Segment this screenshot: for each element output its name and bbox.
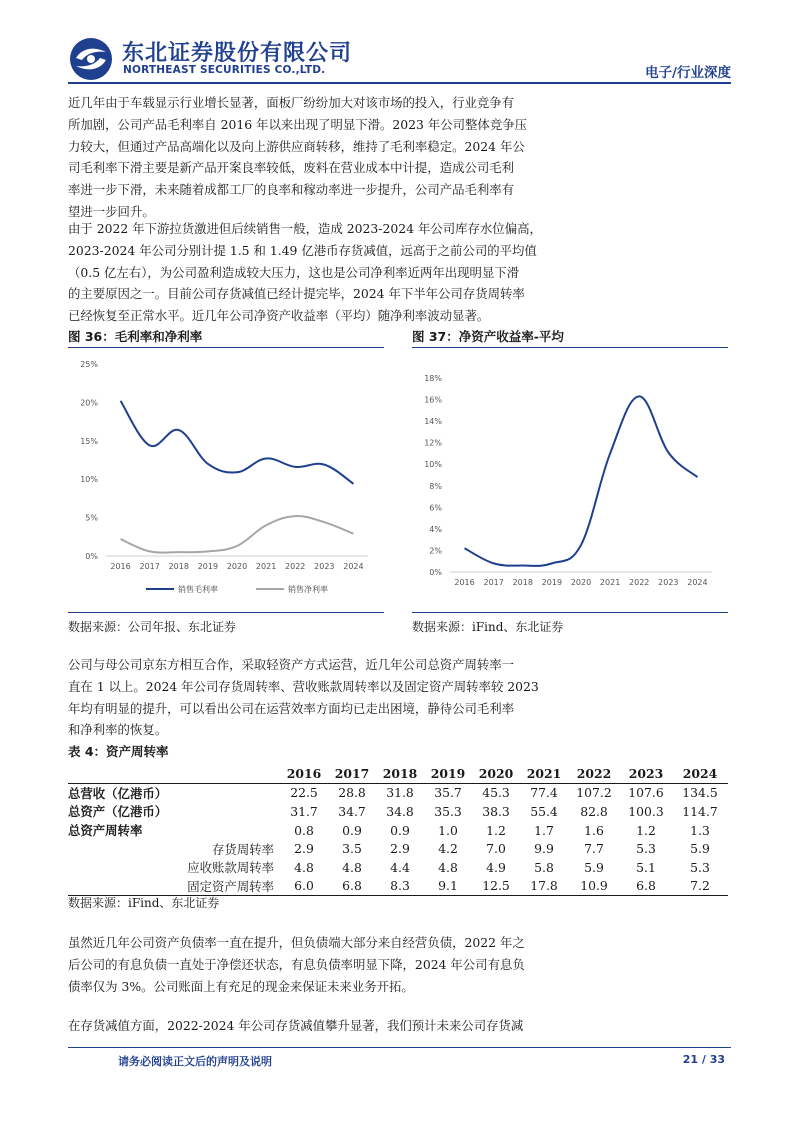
table-header-year: 2021 <box>520 764 568 783</box>
table-header-year: 2022 <box>568 764 620 783</box>
table-cell: 82.8 <box>580 803 608 819</box>
roe-average-chart <box>412 352 728 608</box>
table-cell: 5.9 <box>584 859 604 875</box>
header-divider <box>68 82 731 84</box>
y-tick-label: 4% <box>429 524 442 534</box>
table-cell: 34.8 <box>386 803 414 819</box>
x-tick-label: 2021 <box>599 578 621 587</box>
table-cell: 107.2 <box>576 785 612 801</box>
y-tick-label: 14% <box>424 417 442 427</box>
table-row <box>68 858 728 877</box>
table-header-year: 2017 <box>328 764 376 783</box>
page-number: 21 / 33 <box>682 1053 725 1066</box>
text-line: 公司与母公司京东方相互合作，采取轻资产方式运营，近几年公司总资产周转率一 <box>68 657 515 672</box>
figure-37-source: 数据来源：iFind、东北证券 <box>412 620 564 634</box>
table-cell: 0.9 <box>390 822 410 838</box>
figure-37-bottom-rule <box>412 612 728 613</box>
series-line-2 <box>121 516 354 553</box>
table-cell: 9.1 <box>424 877 472 896</box>
row-label: 总资产周转率 <box>68 823 143 839</box>
text-line: 后公司的有息负债一直处于净偿还状态，有息负债率明显下降，2024 年公司有息负 <box>68 956 525 972</box>
table-cell: 1.0 <box>438 822 458 838</box>
table-cell: 5.3 <box>690 859 710 875</box>
table-cell: 4.9 <box>486 859 506 875</box>
text-line: （0.5 亿左右），为公司盈利造成较大压力，这也是公司净利率近两年出现明显下滑 <box>68 264 520 280</box>
table-cell: 7.0 <box>486 841 506 857</box>
x-tick-label: 2024 <box>343 562 364 571</box>
table-cell: 5.9 <box>690 841 710 857</box>
text-line: 和净利率的恢复。 <box>68 722 168 738</box>
table-row <box>68 802 728 821</box>
row-label: 固定资产周转率 <box>68 877 280 896</box>
table-cell: 114.7 <box>682 803 718 819</box>
y-tick-label: 10% <box>424 460 442 470</box>
x-tick-label: 2017 <box>483 578 504 587</box>
y-tick-label: 15% <box>80 436 98 446</box>
text-line: 已经恢复至正常水平。近几年公司净资产收益率（平均）随净利率波动显著。 <box>68 308 490 324</box>
table-header-row <box>68 764 728 783</box>
text-line: 近几年由于车载显示行业增长显著，面板厂纷纷加大对该市场的投入，行业竞争有 <box>68 95 515 110</box>
table-cell: 35.3 <box>434 803 462 819</box>
text-line: 由于 2022 年下游拉货激进但后续销售一般，造成 2023-2024 年公司库存水位偏高， <box>68 221 542 236</box>
text-line: 虽然近几年公司资产负债率一直在提升，但负债端大部分来自经营负债，2022 年之 <box>68 935 525 950</box>
company-name-cn: 东北证券股份有限公司 <box>122 41 353 66</box>
table-cell: 12.5 <box>472 877 520 896</box>
series-line-1 <box>465 396 698 566</box>
table-cell: 4.8 <box>294 859 314 875</box>
x-tick-label: 2016 <box>110 562 131 571</box>
table-cell: 1.3 <box>690 822 710 838</box>
paragraph-asset-turnover <box>68 654 578 741</box>
table-cell: 5.8 <box>534 859 554 875</box>
y-tick-label: 2% <box>429 546 442 556</box>
table-cell: 17.8 <box>520 877 568 896</box>
y-tick-label: 5% <box>85 513 98 523</box>
figure-36-bottom-rule <box>68 612 384 613</box>
table-cell: 7.2 <box>672 877 728 896</box>
table-header-year: 2019 <box>424 764 472 783</box>
figure-36-title: 图 36：毛利率和净利率 <box>68 329 203 344</box>
x-tick-label: 2022 <box>629 578 650 587</box>
table-cell: 4.8 <box>438 859 458 875</box>
table-cell: 5.1 <box>636 859 656 875</box>
table-cell: 35.7 <box>434 785 462 801</box>
y-tick-label: 25% <box>80 360 98 369</box>
company-logo-icon <box>68 36 114 82</box>
table-cell: 6.0 <box>280 877 328 896</box>
table-cell: 1.6 <box>584 822 604 838</box>
y-tick-label: 0% <box>429 568 442 577</box>
text-line: 直在 1 以上。2024 年公司存货周转率、营收账款周转率以及固定资产周转率较 2023 <box>68 678 539 694</box>
table-4-title: 表 4：资产周转率 <box>68 744 169 759</box>
table-header-year: 2020 <box>472 764 520 783</box>
table-cell: 10.9 <box>568 877 620 896</box>
table-cell: 31.7 <box>290 803 318 819</box>
legend-label-1: 销售毛利率 <box>178 585 218 594</box>
text-line: 司毛利率下滑主要是新产品开案良率较低，废料在营业成本中计提，造成公司毛利 <box>68 160 515 176</box>
table-cell: 55.4 <box>530 803 558 819</box>
table-cell: 4.4 <box>390 859 410 875</box>
paragraph-debt <box>68 932 578 997</box>
x-tick-label: 2019 <box>541 578 563 587</box>
text-line: 2023-2024 年公司分别计提 1.5 和 1.49 亿港币存货减值，远高于之前公司的平均值 <box>68 242 537 258</box>
gross-net-margin-chart <box>68 352 384 608</box>
text-line: 债率仅为 3%。公司账面上有充足的现金来保证未来业务开拓。 <box>68 978 414 994</box>
text-line: 所加剧，公司产品毛利率自 2016 年以来出现了明显下滑。2023 年公司整体竞争压 <box>68 116 527 132</box>
table-cell: 45.3 <box>482 785 510 801</box>
x-tick-label: 2020 <box>570 578 592 587</box>
table-cell: 2.9 <box>390 841 410 857</box>
y-tick-label: 6% <box>429 503 442 513</box>
table-cell: 7.7 <box>584 841 604 857</box>
figure-36-source: 数据来源：公司年报、东北证券 <box>68 620 237 634</box>
table-header-year: 2023 <box>620 764 672 783</box>
table-row <box>68 821 728 840</box>
text-line: 在存货减值方面，2022-2024 年公司存货减值攀升显著，我们预计未来公司存货减 <box>68 1018 524 1033</box>
table-cell: 6.8 <box>620 877 672 896</box>
row-label: 应收账款周转率 <box>187 860 274 876</box>
text-line: 率进一步下滑，未来随着成都工厂的良率和稼动率进一步提升，公司产品毛利率有 <box>68 182 515 198</box>
x-tick-label: 2018 <box>512 578 533 587</box>
table-row <box>68 783 728 802</box>
y-tick-label: 12% <box>424 438 442 448</box>
x-tick-label: 2017 <box>139 562 160 571</box>
table-cell: 1.2 <box>636 822 656 838</box>
asset-turnover-table <box>68 764 728 896</box>
text-line: 力较大，但通过产品高端化以及向上游供应商转移，维持了毛利率稳定。2024 年公 <box>68 138 525 154</box>
table-cell: 22.5 <box>290 785 318 801</box>
x-tick-label: 2019 <box>197 562 219 571</box>
report-section: 电子/行业深度 <box>645 65 731 81</box>
table-header-year: 2024 <box>672 764 728 783</box>
text-line: 的主要原因之一。目前公司存货减值已经计提完毕，2024 年下半年公司存货周转率 <box>68 286 525 302</box>
table-header-blank <box>68 764 280 783</box>
table-row <box>68 839 728 858</box>
row-label: 总资产（亿港币） <box>68 804 168 820</box>
y-tick-label: 10% <box>80 475 98 485</box>
x-tick-label: 2016 <box>454 578 475 587</box>
figure-37-title: 图 37：净资产收益率-平均 <box>412 329 564 344</box>
x-tick-label: 2023 <box>658 578 679 587</box>
table-cell: 5.3 <box>636 841 656 857</box>
table-header-year: 2016 <box>280 764 328 783</box>
table-cell: 3.5 <box>342 841 362 857</box>
table-cell: 2.9 <box>294 841 314 857</box>
x-tick-label: 2020 <box>226 562 248 571</box>
row-label: 总营收（亿港币） <box>68 785 168 801</box>
y-tick-label: 0% <box>85 552 98 561</box>
table-cell: 0.9 <box>342 822 362 838</box>
x-tick-label: 2023 <box>314 562 335 571</box>
footer-disclaimer: 请务必阅读正文后的声明及说明 <box>118 1055 272 1068</box>
text-line: 望进一步回升。 <box>68 203 155 219</box>
table-cell: 4.8 <box>342 859 362 875</box>
table-cell: 9.9 <box>534 841 554 857</box>
table-cell: 6.8 <box>328 877 376 896</box>
row-label: 存货周转率 <box>212 841 274 857</box>
figure-36-rule <box>68 347 384 348</box>
legend-label-2: 销售净利率 <box>288 585 328 594</box>
paragraph-margin-trend <box>68 92 578 223</box>
table-cell: 77.4 <box>530 785 558 801</box>
footer-divider <box>68 1047 731 1048</box>
table-cell: 100.3 <box>628 803 664 819</box>
table-cell: 1.7 <box>534 822 554 838</box>
table-cell: 31.8 <box>386 785 414 801</box>
x-tick-label: 2021 <box>255 562 277 571</box>
table-row <box>68 877 728 896</box>
company-name-en: NORTHEAST SECURITIES CO.,LTD. <box>123 64 326 76</box>
y-tick-label: 18% <box>424 374 442 383</box>
table-4-source: 数据来源：iFind、东北证券 <box>68 896 220 910</box>
table-cell: 1.2 <box>486 822 506 838</box>
table-cell: 107.6 <box>628 785 664 801</box>
x-tick-label: 2024 <box>687 578 708 587</box>
table-cell: 4.2 <box>438 841 458 857</box>
table-cell: 0.8 <box>294 822 314 838</box>
text-line: 年均有明显的提升，可以看出公司在运营效率方面均已走出困境，静待公司毛利率 <box>68 700 515 716</box>
table-cell: 134.5 <box>682 785 718 801</box>
y-tick-label: 16% <box>424 395 442 405</box>
table-cell: 38.3 <box>482 803 510 819</box>
table-cell: 34.7 <box>338 803 366 819</box>
y-tick-label: 8% <box>429 481 442 491</box>
y-tick-label: 20% <box>80 398 98 408</box>
figure-37-rule <box>412 347 728 348</box>
table-cell: 8.3 <box>376 877 424 896</box>
paragraph-inventory-outlook <box>68 1015 578 1037</box>
x-tick-label: 2018 <box>168 562 189 571</box>
x-tick-label: 2022 <box>285 562 306 571</box>
series-line-1 <box>121 401 354 484</box>
table-cell: 28.8 <box>338 785 366 801</box>
paragraph-inventory-impairment <box>68 218 578 327</box>
table-header-year: 2018 <box>376 764 424 783</box>
